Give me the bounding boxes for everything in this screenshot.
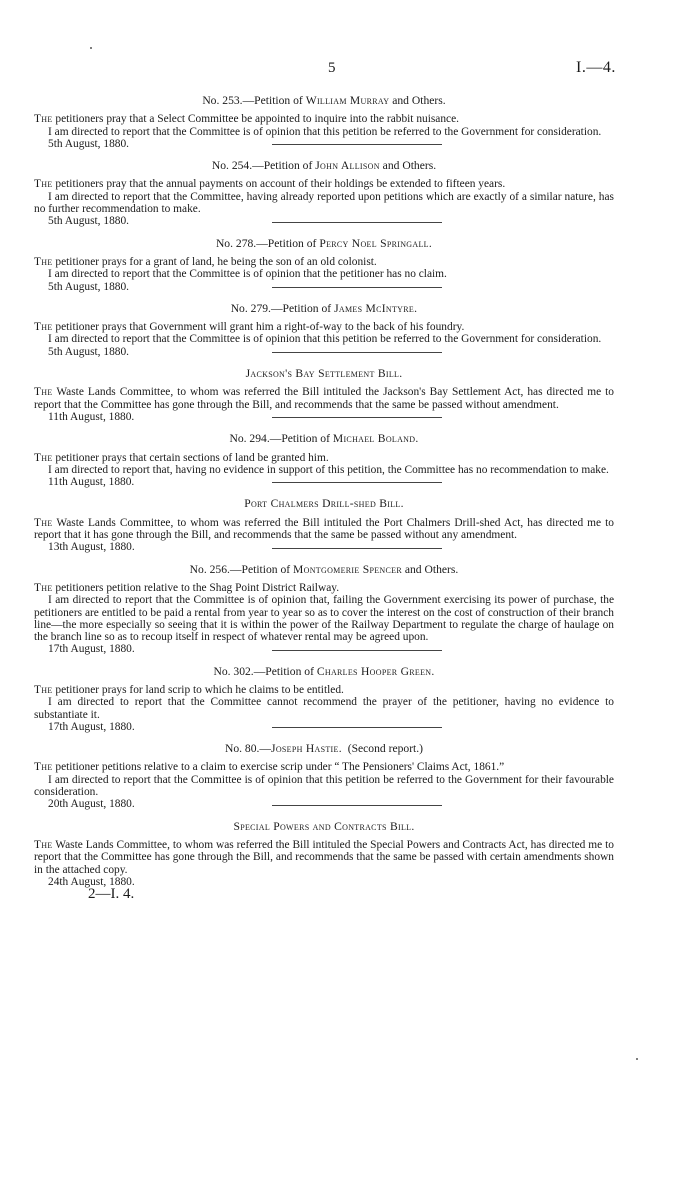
- report-entry: [34, 743, 614, 811]
- entry-summary: The petitioner prays that certain sections of land be granted him.: [34, 451, 329, 464]
- entry-heading: No. 279.—Petition of James McIntyre.: [230, 301, 418, 315]
- entry-report: I am directed to report that the Committee, having already reported upon petitions which are exactly of a similar nature, has no further recommendation to make.: [34, 190, 614, 216]
- section-divider: [272, 287, 442, 288]
- section-divider: [272, 144, 442, 145]
- entry-heading: No. 302.—Petition of Charles Hooper Green.: [213, 664, 435, 678]
- entry-summary: The Waste Lands Committee, to whom was referred the Bill intituled the Special Powers and Contracts Act, has directed me to report that the Committee has gone through the Bill, and recommends that the same be passed with certain amendments shown in the attached copy.: [34, 838, 614, 876]
- document-reference: I.—4.: [576, 59, 616, 76]
- section-divider: [272, 222, 442, 223]
- report-entry: [34, 666, 614, 734]
- entry-heading: No. 253.—Petition of William Murray and Others.: [202, 94, 446, 107]
- bill-title: Special Powers and Contracts Bill.: [233, 819, 415, 833]
- report-entry: [34, 160, 614, 228]
- entry-heading: No. 294.—Petition of Michael Boland.: [229, 432, 419, 446]
- entry-heading: No. 256.—Petition of Montgomerie Spencer and Others.: [189, 562, 459, 576]
- petitioner-name: Michael Boland.: [332, 432, 419, 446]
- entry-heading: No. 278.—Petition of Percy Noel Springall.: [215, 236, 433, 250]
- entry-heading: [34, 498, 614, 510]
- entry-report: I am directed to report that the Committee is of opinion that this petition be referred to the Government for consideration.: [48, 333, 602, 346]
- entry-report: I am directed to report that the Committee cannot recommend the prayer of the petitioner, having no evidence to substantiate it.: [34, 696, 614, 721]
- entry-report: I am directed to report that the Committee is of opinion that this petition be referred to the Government for their favourable consideration.: [34, 773, 614, 799]
- entry-heading: No. 80.—Joseph Hastie. (Second report.): [224, 742, 424, 756]
- entry-summary: The Waste Lands Committee, to whom was referred the Bill intituled the Port Chalmers Drill-shed Act, has directed me to report that it has gone through the Bill, and recommends that the same be passed without any amendment.: [34, 516, 614, 542]
- section-divider: [272, 805, 442, 806]
- petitioner-name: Joseph Hastie.: [271, 742, 342, 756]
- bill-title: Port Chalmers Drill-shed Bill.: [244, 497, 404, 511]
- entry-summary: The petitioner prays for land scrip to which he claims to be entitled.: [34, 683, 344, 696]
- entry-heading: [34, 368, 614, 380]
- petitioner-name: John Allison: [315, 159, 380, 173]
- entry-date: 5th August, 1880.: [48, 280, 130, 293]
- section-divider: [272, 727, 442, 728]
- petitioner-name: James McIntyre.: [334, 301, 418, 315]
- entry-date: 5th August, 1880.: [48, 137, 130, 150]
- entry-summary: The Waste Lands Committee, to whom was referred the Bill intituled the Jackson's Bay Settlement Act, has directed me to report that the Committee has gone through the Bill, and recommends that the same be passed without amendment.: [34, 386, 614, 411]
- entry-date: 17th August, 1880.: [48, 643, 135, 656]
- entry-date: 5th August, 1880.: [48, 345, 130, 358]
- entry-date: 11th August, 1880.: [48, 410, 135, 423]
- section-divider: [272, 482, 442, 483]
- entry-date: 13th August, 1880.: [48, 541, 135, 554]
- entry-report: I am directed to report that the Committee is of opinion that the petitioner has no claim.: [48, 268, 447, 281]
- report-entry: [34, 238, 614, 294]
- entry-heading: [34, 821, 614, 833]
- page-number: 5: [328, 60, 336, 76]
- section-divider: [272, 548, 442, 549]
- report-entry: [34, 368, 614, 424]
- entry-date: 5th August, 1880.: [48, 215, 130, 228]
- entry-summary: The petitioners pray that the annual payments on account of their holdings be extended to fifteen years.: [34, 178, 506, 191]
- entry-date: 20th August, 1880.: [48, 798, 135, 811]
- print-speck: [636, 1058, 638, 1060]
- section-divider: [272, 352, 442, 353]
- entry-summary: The petitioners pray that a Select Committee be appointed to inquire into the rabbit nuisance.: [34, 113, 460, 126]
- entry-report: I am directed to report that the Committee is of opinion that, failing the Government exercising its power of purchase, the petitioners are entitled to be paid a rental from year to year so as to cover the interest on the cost of construction of their branch line—the more especially so seeing that it is within the power of the Railway Department to regulate the charge of haulage on the branch line so as to recoup itself in respect of whatever rental may be agreed upon.: [34, 594, 614, 644]
- report-entry: [34, 821, 614, 888]
- entry-heading: No. 254.—Petition of John Allison and Others.: [211, 159, 437, 173]
- report-entry: [34, 433, 614, 489]
- entry-date: 24th August, 1880.: [48, 875, 135, 888]
- petitioner-name: Montgomerie Spencer: [293, 562, 402, 576]
- page-signature: 2—I. 4.: [88, 886, 135, 903]
- entry-summary: The petitioner prays for a grant of land, he being the son of an old colonist.: [34, 255, 377, 268]
- print-speck: [90, 47, 92, 49]
- petitioner-name: Percy Noel Springall.: [319, 236, 433, 250]
- petitioner-name: William Murray: [305, 94, 390, 107]
- entry-date: 11th August, 1880.: [48, 476, 135, 489]
- entry-date: 17th August, 1880.: [48, 720, 135, 733]
- entry-summary: The petitioners petition relative to the Shag Point District Railway.: [34, 581, 340, 594]
- report-entry: [34, 95, 614, 151]
- report-entry: [34, 564, 614, 657]
- bill-title: Jackson's Bay Settlement Bill.: [245, 367, 403, 381]
- petitioner-name: Charles Hooper Green.: [316, 664, 435, 678]
- report-entry: [34, 498, 614, 554]
- section-divider: [272, 650, 442, 651]
- entry-summary: The petitioner petitions relative to a claim to exercise scrip under “ The Pensioners' Claims Act, 1861.”: [34, 761, 505, 774]
- entry-report: I am directed to report that the Committee is of opinion that this petition be referred to the Government for consideration.: [48, 125, 602, 138]
- entry-summary: The petitioner prays that Government will grant him a right-of-way to the back of his foundry.: [34, 321, 465, 334]
- report-entry: [34, 303, 614, 359]
- section-divider: [272, 417, 442, 418]
- report-content: [34, 94, 614, 903]
- entry-report: I am directed to report that, having no evidence in support of this petition, the Committee has no recommendation to make.: [48, 463, 609, 476]
